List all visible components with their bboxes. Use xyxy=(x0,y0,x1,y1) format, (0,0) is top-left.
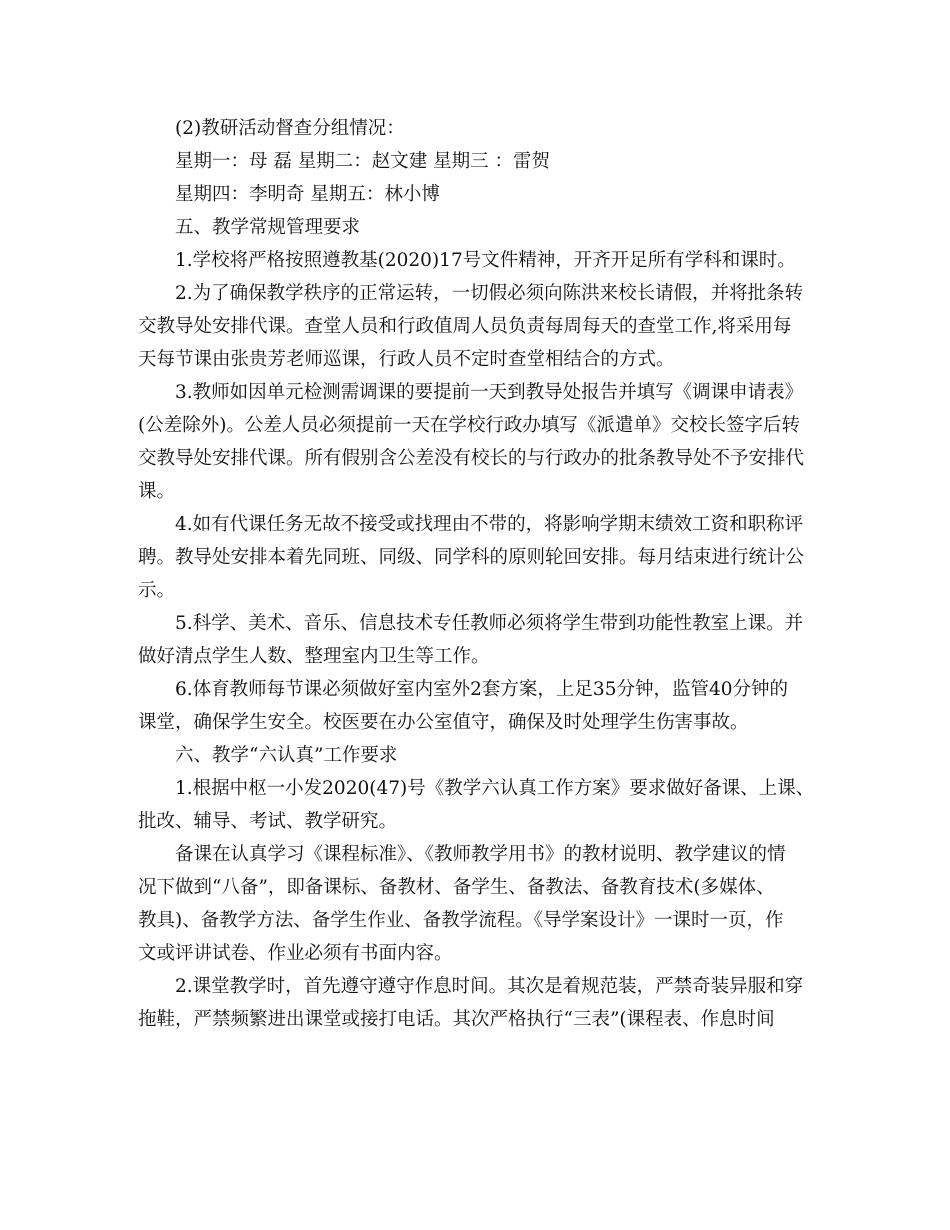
text-line: (公差除外)。公差人员必须提前一天在学校行政办填写《派遣单》交校长签字后转 xyxy=(138,415,800,436)
text-line: 天每节课由张贵芳老师巡课，行政人员不定时查堂相结合的方式。 xyxy=(138,349,675,370)
text-line: 文或评讲试卷、作业必须有书面内容。 xyxy=(138,943,453,964)
text-line: 做好清点学生人数、整理室内卫生等工作。 xyxy=(138,646,490,667)
text-line: 备课在认真学习《课程标准》、《教师教学用书》的教材说明、教学建议的情 xyxy=(175,844,786,865)
text-line: 1.根据中枢一小发2020(47)号《教学六认真工作方案》要求做好备课、上课、 xyxy=(175,778,815,799)
text-line: 5.科学、美术、音乐、信息技术专任教师必须将学生带到功能性教室上课。并 xyxy=(175,613,804,634)
section-heading: 六、教学“六认真”工作要求 xyxy=(175,745,398,766)
text-line: 3.教师如因单元检测需调课的要提前一天到教导处报告并填写《调课申请表》 xyxy=(175,382,804,403)
text-line: 2.为了确保教学秩序的正常运转，一切假必须向陈洪来校长请假，并将批条转 xyxy=(175,283,804,304)
text-line: (2)教研活动督查分组情况： xyxy=(175,118,405,139)
document-body xyxy=(138,112,826,1036)
text-line: 2.课堂教学时，首先遵守遵守作息时间。其次是着规范装，严禁奇装异服和穿 xyxy=(175,976,804,997)
text-line: 星期四：李明奇 星期五：林小博 xyxy=(175,184,440,205)
text-line: 课堂，确保学生安全。校医要在办公室值守，确保及时处理学生伤害事故。 xyxy=(138,712,749,733)
text-line: 6.体育教师每节课必须做好室内室外2套方案，上足35分钟，监管40分钟的 xyxy=(175,679,789,700)
text-line: 课。 xyxy=(138,481,176,502)
text-line: 教具)、备教学方法、备学生作业、备教学流程。《导学案设计》一课时一页，作 xyxy=(138,910,784,931)
text-line: 4.如有代课任务无故不接受或找理由不带的，将影响学期末绩效工资和职称评 xyxy=(175,514,804,535)
text-line: 1.学校将严格按照遵教基(2020)17号文件精神，开齐开足所有学科和课时。 xyxy=(175,250,796,271)
text-line: 聘。教导处安排本着先同班、同级、同学科的原则轮回安排。每月结束进行统计公 xyxy=(138,547,805,568)
section-heading: 五、教学常规管理要求 xyxy=(175,217,361,238)
text-line: 交教导处安排代课。查堂人员和行政值周人员负责每周每天的查堂工作,将采用每 xyxy=(138,316,792,337)
text-line: 拖鞋，严禁频繁进出课堂或接打电话。其次严格执行“三表”(课程表、作息时间 xyxy=(138,1009,775,1030)
text-line: 星期一：母 磊 星期二：赵文建 星期三 ：雷贺 xyxy=(175,151,551,172)
text-line: 况下做到“八备”，即备课标、备教材、备学生、备教法、备教育技术(多媒体、 xyxy=(138,877,775,898)
text-line: 批改、辅导、考试、教学研究。 xyxy=(138,811,398,832)
text-line: 示。 xyxy=(138,580,176,601)
text-line: 交教导处安排代课。所有假别含公差没有校长的与行政办的批条教导处不予安排代 xyxy=(138,448,805,469)
